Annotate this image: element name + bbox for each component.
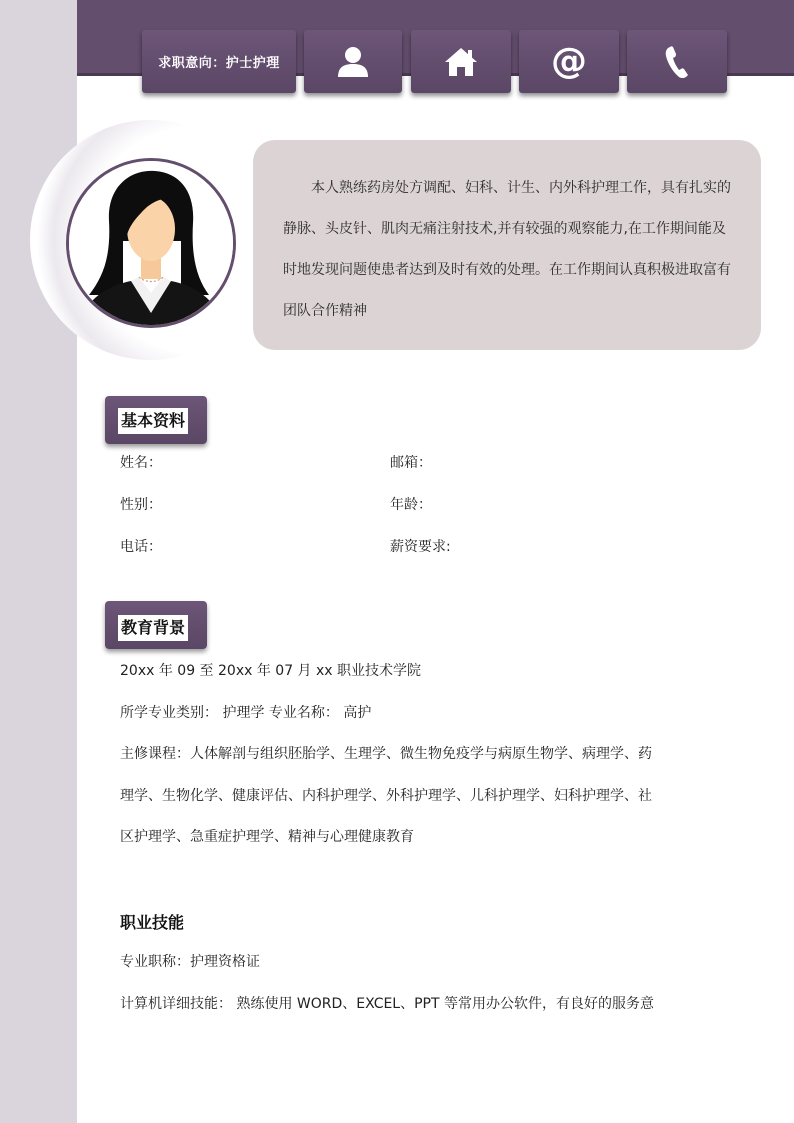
education-period-school: 20xx 年 09 至 20xx 年 07 月 xx 职业技术学院	[120, 663, 422, 679]
name-label: 姓名：	[120, 455, 162, 471]
skills-computer: 计算机详细技能： 熟练使用 WORD、EXCEL、PPT 等常用办公软件，有良好的服务意	[120, 996, 654, 1012]
objective-label: 求职意向：护士护理	[158, 56, 280, 71]
education-title: 教育背景	[118, 615, 188, 641]
skills-title: 职业技能	[120, 913, 185, 932]
gender-label: 性别：	[120, 497, 162, 513]
education-major: 所学专业类别： 护理学 专业名称： 高护	[120, 705, 372, 721]
phone-icon	[664, 45, 690, 79]
profile-tab	[304, 30, 402, 93]
salary-label: 薪资要求:	[390, 539, 451, 555]
avatar-illustration	[69, 161, 233, 325]
skills-professional-title: 专业职称：护理资格证	[120, 954, 260, 970]
basic-info-title: 基本资料	[118, 408, 188, 434]
education-courses-line-1: 主修课程：人体解剖与组织胚胎学、生理学、微生物免疫学与病原生物学、病理学、药	[120, 746, 652, 762]
self-introduction-text: 本人熟练药房处方调配、妇科、计生、内外科护理工作，具有扎实的静脉、头皮针、肌肉无痛注射技术,并有较强的观察能力,在工作期间能及时地发现问题使患者达到及时有效的处理。在工作期间认真积极进取富有团队合作精神	[283, 180, 731, 319]
avatar	[66, 158, 236, 328]
address-tab	[411, 30, 511, 93]
at-icon: @	[551, 40, 587, 82]
email-tab	[519, 30, 619, 93]
phone-tab	[627, 30, 727, 93]
education-courses-line-2: 理学、生物化学、健康评估、内科护理学、外科护理学、儿科护理学、妇科护理学、社	[120, 788, 652, 804]
email-label: 邮箱：	[390, 455, 432, 471]
self-introduction-box	[253, 140, 761, 350]
objective-tab	[142, 30, 296, 93]
user-icon	[336, 46, 370, 78]
education-courses-line-3: 区护理学、急重症护理学、精神与心理健康教育	[120, 829, 414, 845]
phone-label: 电话：	[120, 539, 162, 555]
age-label: 年龄：	[390, 497, 432, 513]
home-icon	[444, 46, 478, 78]
